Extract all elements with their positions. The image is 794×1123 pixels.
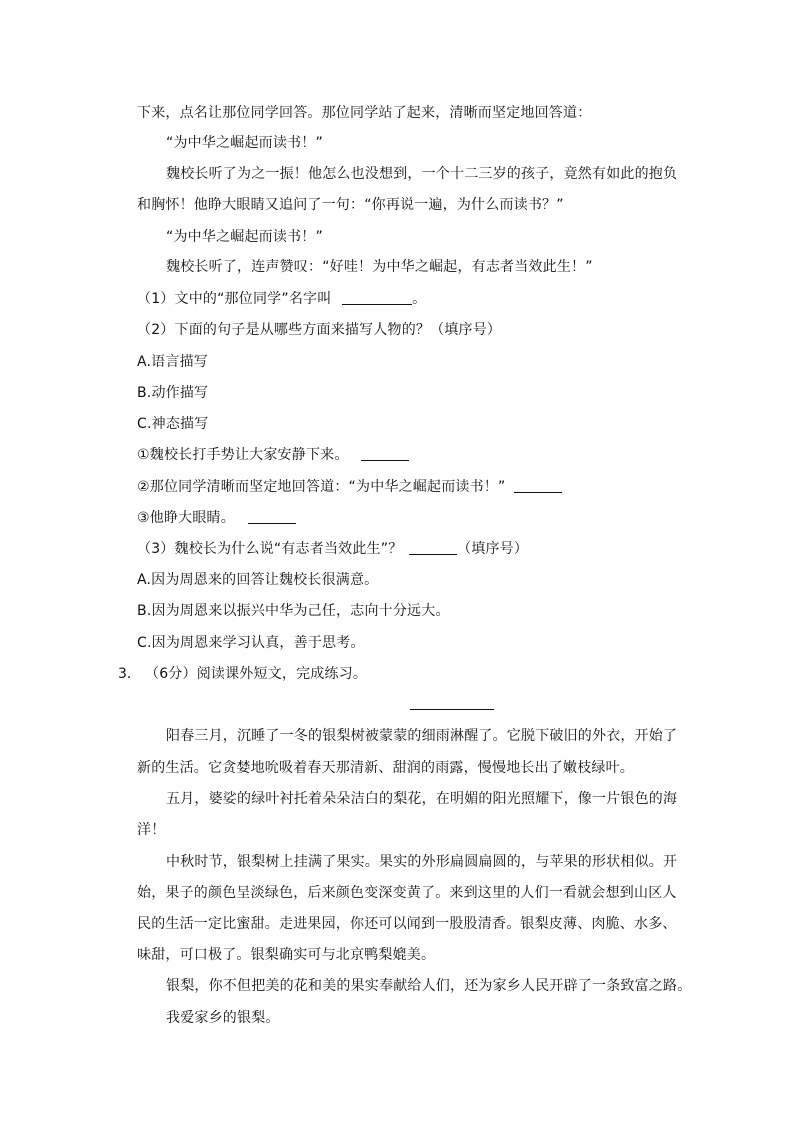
q2-item-2	[137, 478, 562, 496]
answer-blank-q2-2[interactable]	[514, 478, 562, 493]
passage-2-line: 阳春三月，沉睡了一冬的银梨树被蒙蒙的细雨淋醒了。它脱下破旧的外衣，开始了	[166, 728, 678, 744]
question-2: （2）下面的句子是从哪些方面来描写人物的？（填序号）	[137, 322, 502, 338]
passage-2-line: 味甜，可口极了。银梨确实可与北京鸭梨媲美。	[137, 947, 436, 963]
q2-item-1-text: ①魏校长打手势让大家安静下来。	[137, 447, 349, 463]
passage-2-line: 中秋时节，银梨树上挂满了果实。果实的外形扁圆扁圆的，与苹果的形状相似。开	[166, 854, 678, 870]
passage-2-line: 洋！	[137, 822, 166, 838]
passage-quote: “为中华之崛起而读书！”	[166, 135, 323, 151]
section-3-number: 3．	[118, 666, 141, 682]
passage-quote: “为中华之崛起而读书！”	[166, 229, 323, 245]
question-1	[137, 290, 426, 308]
passage-2-line: 民的生活一定比蜜甜。走进果园，你还可以闻到一股股清香。银梨皮薄、肉脆、水多、	[137, 916, 677, 932]
answer-blank-q1[interactable]	[342, 290, 412, 305]
answer-blank-q3[interactable]	[409, 540, 457, 555]
q2-item-3-text: ③他睁大眼睛。	[137, 510, 235, 526]
passage-2-line: 新的生活。它贪婪地吮吸着春天那清新、甜润的雨露，慢慢地长出了嫩枝绿叶。	[137, 760, 634, 776]
passage-2-line: 我爱家乡的银梨。	[166, 1010, 280, 1026]
q2-option-a: A.语言描写	[137, 354, 208, 370]
passage-line: 下来，点名让那位同学回答。那位同学站了起来，清晰而坚定地回答道：	[137, 105, 592, 121]
q3-option-c: C.因为周恩来学习认真，善于思考。	[137, 635, 365, 651]
question-3-end: （填序号）	[457, 541, 529, 557]
q2-item-1	[137, 446, 409, 464]
question-1-end: 。	[412, 291, 427, 307]
answer-blank-q2-3[interactable]	[248, 509, 296, 524]
answer-blank-q2-1[interactable]	[361, 446, 409, 461]
passage-2-line: 银梨，你不但把美的花和美的果实奉献给人们，还为家乡人民开辟了一条致富之路。	[166, 978, 692, 994]
section-3-heading: （6分）阅读课外短文，完成练习。	[145, 666, 368, 682]
passage-line: 魏校长听了为之一振！他怎么也没想到，一个十二三岁的孩子，竟然有如此的抱负	[166, 166, 678, 182]
passage-2-line: 五月，婆娑的绿叶衬托着朵朵洁白的梨花，在明媚的阳光照耀下，像一片银色的海	[166, 791, 678, 807]
q2-item-3	[137, 509, 296, 527]
q3-option-a: A.因为周恩来的回答让魏校长很满意。	[137, 572, 379, 588]
passage-line: 和胸怀！他睁大眼睛又追问了一句：“你再说一遍，为什么而读书？”	[137, 197, 564, 213]
passage-line: 魏校长听了，连声赞叹：“好哇！为中华之崛起，有志者当效此生！”	[166, 259, 593, 275]
passage-2-line: 始，果子的颜色呈淡绿色，后来颜色变深变黄了。来到这里的人们一看就会想到山区人	[137, 885, 677, 901]
question-1-text: （1）文中的“那位同学”名字叫	[137, 291, 332, 307]
title-blank[interactable]	[410, 709, 494, 710]
q2-option-c: C.神态描写	[137, 416, 209, 432]
q2-item-2-text: ②那位同学清晰而坚定地回答道：“为中华之崛起而读书！”	[137, 479, 506, 495]
q3-option-b: B.因为周恩来以振兴中华为己任，志向十分远大。	[137, 603, 450, 619]
question-3	[137, 540, 528, 558]
question-3-text: （3）魏校长为什么说“有志者当效此生”？	[137, 541, 403, 557]
q2-option-b: B.动作描写	[137, 385, 209, 401]
